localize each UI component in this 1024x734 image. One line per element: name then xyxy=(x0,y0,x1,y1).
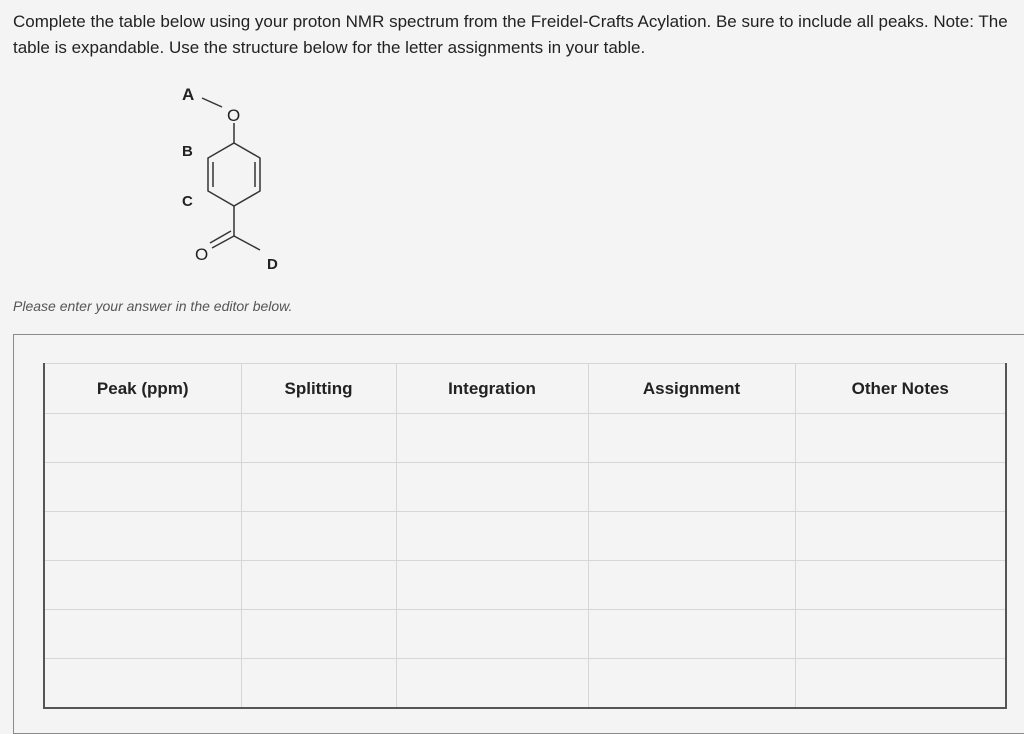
carbonyl-bond-1 xyxy=(212,236,234,248)
label-b: B xyxy=(182,143,193,160)
table-cell[interactable] xyxy=(396,610,588,659)
label-d: D xyxy=(267,256,278,273)
table-header-row xyxy=(44,364,1006,414)
table-row xyxy=(44,463,1006,512)
label-c: C xyxy=(182,193,193,210)
table-cell[interactable] xyxy=(396,659,588,708)
table-cell[interactable] xyxy=(241,561,396,610)
table-cell[interactable] xyxy=(44,610,241,659)
label-a: A xyxy=(182,85,195,104)
table-cell[interactable] xyxy=(588,561,795,610)
table-row xyxy=(44,414,1006,463)
table-cell[interactable] xyxy=(241,463,396,512)
table-cell[interactable] xyxy=(44,561,241,610)
table-cell[interactable] xyxy=(795,561,1006,610)
table-cell[interactable] xyxy=(241,414,396,463)
carbonyl-bond-2 xyxy=(210,231,231,243)
table-cell[interactable] xyxy=(396,414,588,463)
table-cell[interactable] xyxy=(588,414,795,463)
table-row xyxy=(44,610,1006,659)
table-row xyxy=(44,659,1006,708)
table-cell[interactable] xyxy=(795,610,1006,659)
header-other-notes: Other Notes xyxy=(795,364,1006,414)
table-cell[interactable] xyxy=(795,414,1006,463)
table-cell[interactable] xyxy=(44,463,241,512)
editor-hint: Please enter your answer in the editor below. xyxy=(13,298,293,314)
table-row xyxy=(44,561,1006,610)
table-cell[interactable] xyxy=(396,561,588,610)
table-cell[interactable] xyxy=(241,512,396,561)
table-cell[interactable] xyxy=(795,512,1006,561)
table-row xyxy=(44,512,1006,561)
table-cell[interactable] xyxy=(44,512,241,561)
header-integration: Integration xyxy=(396,364,588,414)
structure-diagram xyxy=(150,78,310,278)
nmr-table xyxy=(43,363,1007,709)
table-cell[interactable] xyxy=(241,659,396,708)
answer-editor[interactable] xyxy=(13,334,1024,734)
table-cell[interactable] xyxy=(44,659,241,708)
table-cell[interactable] xyxy=(396,512,588,561)
table-cell[interactable] xyxy=(588,610,795,659)
table-cell[interactable] xyxy=(795,463,1006,512)
question-text: Complete the table below using your proton NMR spectrum from the Freidel-Crafts Acylation. Be sure to include all peaks. Note: The table is expandable. Use the structure below for the letter assignments in your table. xyxy=(13,12,1008,57)
bond-carbonyl-d xyxy=(234,236,260,250)
ether-oxygen-label: O xyxy=(227,106,241,125)
table-cell[interactable] xyxy=(588,463,795,512)
header-splitting: Splitting xyxy=(241,364,396,414)
table-cell[interactable] xyxy=(588,512,795,561)
table-cell[interactable] xyxy=(241,610,396,659)
table-cell[interactable] xyxy=(396,463,588,512)
header-assignment: Assignment xyxy=(588,364,795,414)
table-cell[interactable] xyxy=(588,659,795,708)
header-peak: Peak (ppm) xyxy=(44,364,241,414)
table-cell[interactable] xyxy=(795,659,1006,708)
bond-a-o xyxy=(202,98,222,107)
benzene-ring xyxy=(208,143,260,206)
table-cell[interactable] xyxy=(44,414,241,463)
carbonyl-oxygen-label: O xyxy=(195,245,209,264)
